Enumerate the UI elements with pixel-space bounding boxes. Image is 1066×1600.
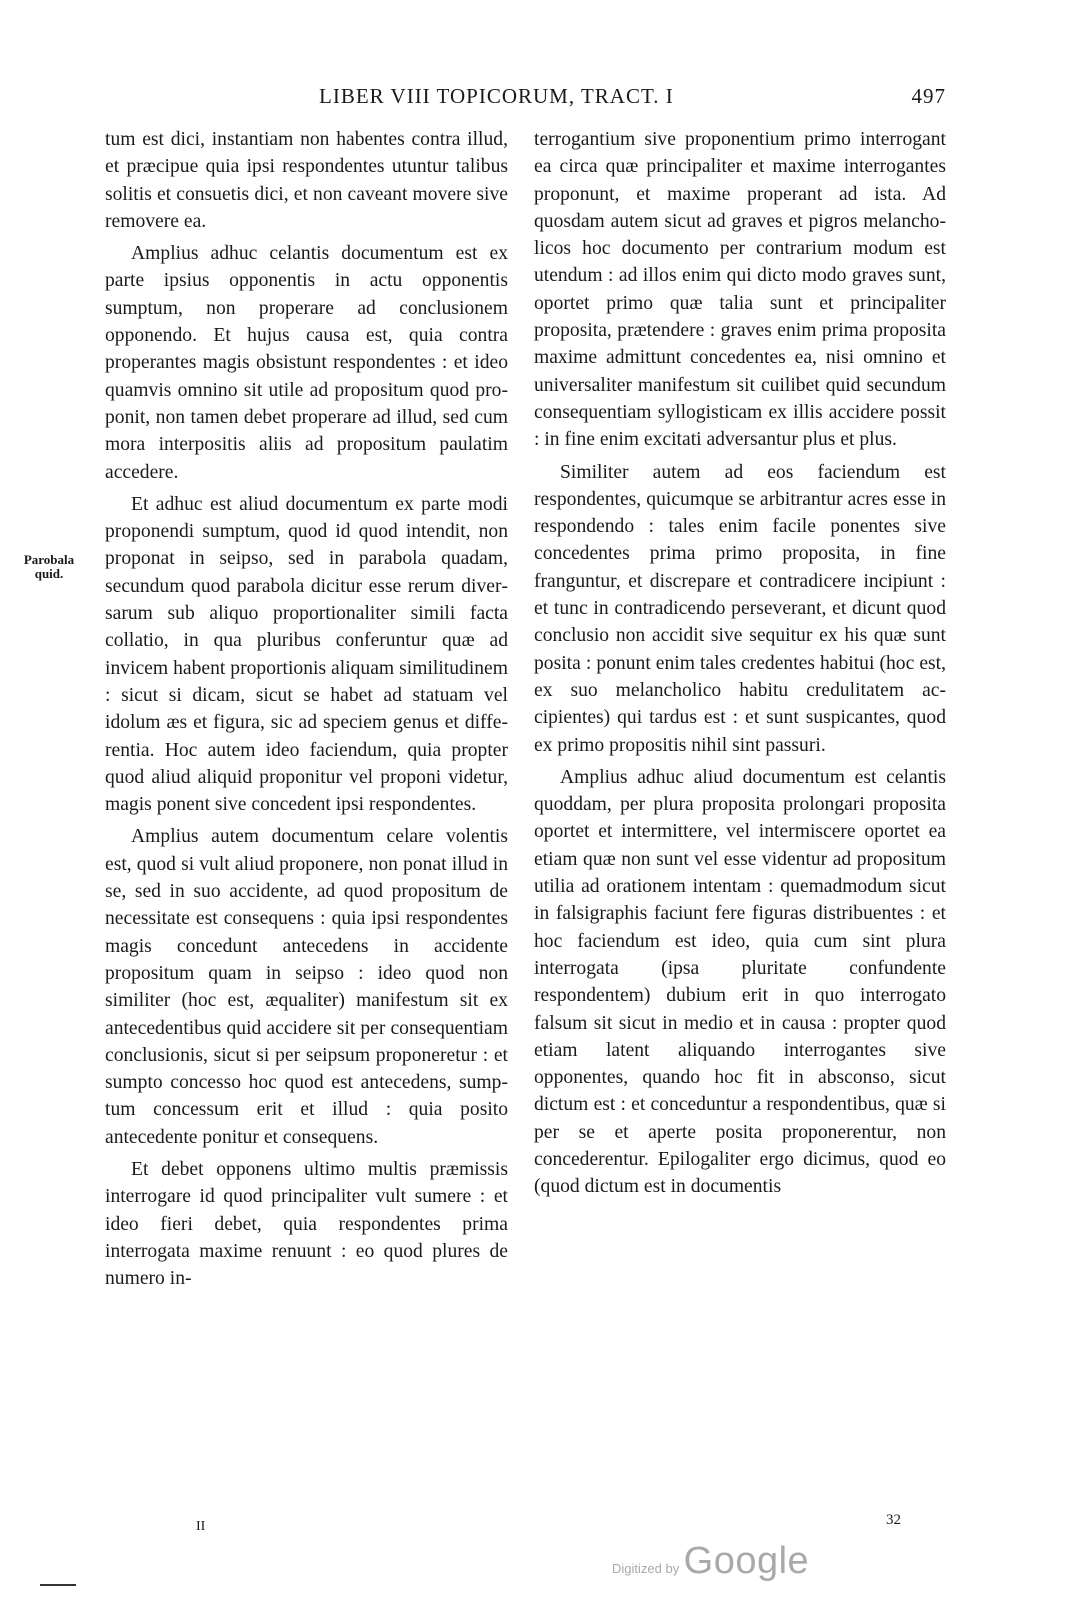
margin-note [18,553,80,581]
digitized-prefix: Digitized by [612,1561,680,1576]
running-header [105,84,946,114]
margin-note-line: quid. [34,566,64,581]
paragraph: Et adhuc est aliud documentum ex parte modi proponendi sumptum, quod id quod intendit, non proponat in seipso, sed in parabola quadam, secundum quod parabola dicitur esse rerum diversarum sub aliquo proportionaliter simili facta collatio, in qua pluribus conferuntur quæ ad invicem habent proportionis aliquam similitudinem : sicut si dicam, sicut se habet ad statuam vel idolum æs et figura, sic ad speciem genus et differentia. Hoc autem ideo faciendum, quia propter quod aliud aliquid proponitur vel proponi videtur, magis ponent sive concedent ipsi respondentes. [105,493,508,816]
page-number: 497 [911,84,946,108]
running-title: LIBER VIII TOPICORUM, TRACT. I [319,84,674,108]
paragraph: Amplius autem documentum celare volentis est, quod si vult aliud proponere, non ponat illud in se, sed in suo accidente, ad quod propositum de necessitate est consequens : quia ipsi respondentes magis concedunt antecedens in accidente propositum quam in seipso : ideo quod non similiter (hoc est, æqualiter) manifestum sit ex antecedentibus quid accidere sit per consequentiam conclusionis, sicut si per seipsum proponeretur : et sumpto concesso hoc quod est antecedens, sumptum concessum erit et illud : quia posito antecedente ponitur et consequens. [105,826,508,1148]
bottom-rule [40,1584,76,1586]
paragraph: tum est dici, instantiam non habentes contra illud, et præcipue quia ipsi respondentes utuntur talibus solitis et consuetis dici, et non caveant movere sive removere ea. [105,129,508,232]
paragraph: Amplius adhuc celantis documentum est ex parte ipsius opponentis in actu opponentis sumptum, non properare ad conclusionem opponendo. Et hujus causa est, quia contra properantes magis obsistunt respondentes : et ideo quamvis omnino sit utile ad propositum quod proponit, non tamen debet properare ad illud, sed cum mora interpositis aliis ad propositum paulatim accedere. [105,243,508,483]
signature-mark: II [196,1519,206,1534]
margin-note-line: Parobala [23,552,75,567]
right-column [534,126,946,1206]
sheet-number: 32 [886,1512,901,1528]
digitized-by-watermark [612,1540,809,1583]
left-column [105,126,508,1297]
paragraph: terrogantium sive proponentium primo interrogant ea circa quæ principaliter et maxime interrogantes proponunt, et maxime properant ad ista. Ad quosdam autem sicut ad graves et pigros melancholicos hoc documento per contrarium modum est utendum : ad illos enim qui dicto modo graves sunt, oportet primo quæ talia sunt et principaliter proposita, prætendere : graves enim prima proposita maxime admittunt concedentes ea, nisi omnino et universaliter manifestum sit cuilibet quid secundum consequentiam syllogisticam ex illis accidere possit : in fine enim excitati adversantur plus et plus. [534,129,946,451]
google-logo: Google [683,1540,810,1582]
paragraph: Similiter autem ad eos faciendum est respondentes, quicumque se arbitrantur acres esse in respondendo : tales enim facile ponentes sive concedentes prima primo proposita, in fine franguntur, et discrepare et contradicere incipiunt : et tunc in contradicendo perseverant, et dicunt quod conclusio non accidit sive sequitur ex his quæ sunt posita : ponunt enim tales credentes habitui (hoc est, ex suo melancholico habitu credulitatem accipientes) qui tardus est : et sunt suspicantes, quod ex primo propositis nihil sint passuri. [534,461,946,756]
paragraph: Amplius adhuc aliud documentum est celantis quoddam, per plura proposita prolongari proposita oportet et intermittere, vel intermiscere oportet ea etiam quæ non sunt vel esse videntur ad propositum utilia ad orationem intentam : quemadmodum sicut in falsigraphis faciunt fere figuras distribuentes : et hoc faciendum est ideo, quia cum sint plura interrogata (ipsa pluritate confundente respondentem) dubium erit in quo interrogato falsum sit sicut in medio et in causa : propter quod etiam latent aliquando interrogantes sive opponentes, quando hoc fit in absconso, sicut dictum est : et conceduntur a respondentibus, quæ si per se et aperte posita proponerentur, non concederentur. Epilogaliter ergo dicimus, quod eo (quod dictum est in documentis [534,766,946,1198]
paragraph: Et debet opponens ultimo multis præmissis interrogare id quod principaliter vult sumere : et ideo fieri debet, quia respondentes prima interrogata maxime renuunt : eo quod plures de numero in- [105,1158,508,1290]
